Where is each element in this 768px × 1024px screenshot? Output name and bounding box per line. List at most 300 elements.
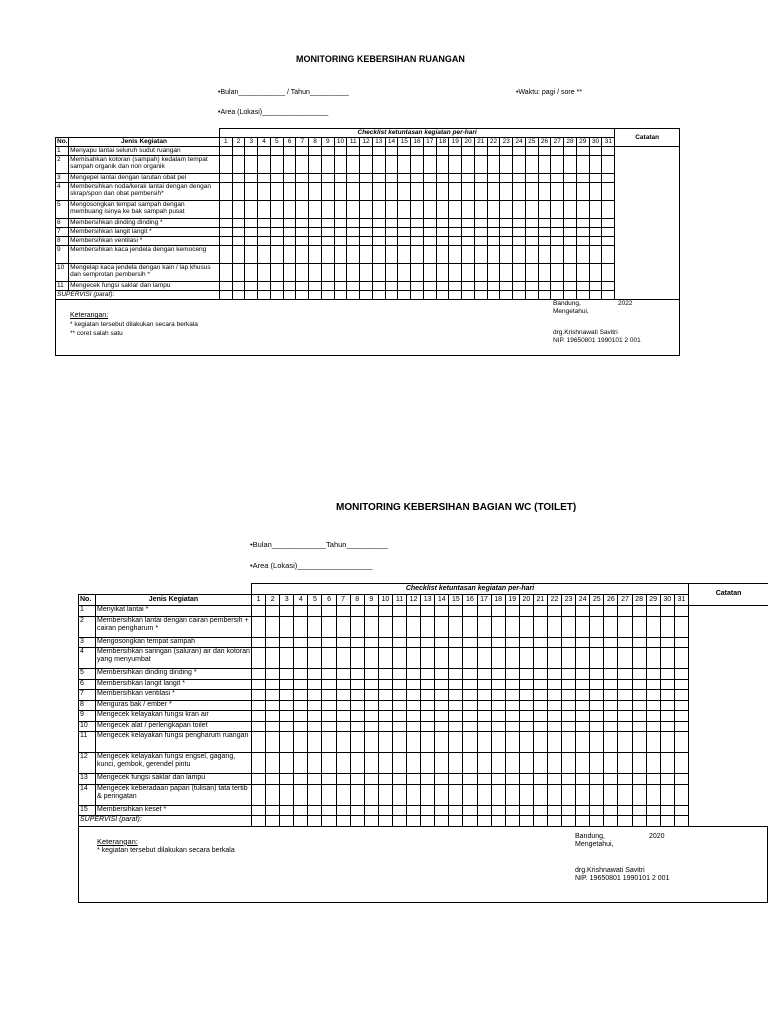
checklist-cell[interactable]	[487, 201, 500, 219]
checklist-cell[interactable]	[602, 264, 615, 282]
checklist-cell[interactable]	[378, 784, 392, 805]
checklist-cell[interactable]	[266, 700, 280, 711]
catatan-cell[interactable]	[615, 201, 680, 219]
checklist-cell[interactable]	[245, 147, 258, 156]
checklist-cell[interactable]	[500, 174, 513, 183]
checklist-cell[interactable]	[602, 237, 615, 246]
checklist-cell[interactable]	[463, 648, 477, 669]
checklist-cell[interactable]	[245, 201, 258, 219]
supervisi-cell[interactable]	[347, 291, 360, 300]
checklist-cell[interactable]	[491, 637, 505, 648]
checklist-cell[interactable]	[232, 201, 245, 219]
supervisi-cell[interactable]	[421, 816, 435, 827]
checklist-cell[interactable]	[334, 156, 347, 174]
checklist-cell[interactable]	[449, 616, 463, 637]
checklist-cell[interactable]	[632, 690, 646, 701]
checklist-cell[interactable]	[378, 721, 392, 732]
checklist-cell[interactable]	[336, 616, 350, 637]
checklist-cell[interactable]	[296, 147, 309, 156]
checklist-cell[interactable]	[258, 183, 271, 201]
checklist-cell[interactable]	[590, 648, 604, 669]
checklist-cell[interactable]	[618, 805, 632, 816]
checklist-cell[interactable]	[449, 183, 462, 201]
checklist-cell[interactable]	[660, 690, 674, 701]
checklist-cell[interactable]	[491, 648, 505, 669]
checklist-cell[interactable]	[562, 648, 576, 669]
checklist-cell[interactable]	[604, 690, 618, 701]
checklist-cell[interactable]	[283, 246, 296, 264]
checklist-cell[interactable]	[674, 606, 688, 617]
checklist-cell[interactable]	[294, 753, 308, 774]
checklist-cell[interactable]	[258, 282, 271, 291]
checklist-cell[interactable]	[646, 732, 660, 753]
checklist-cell[interactable]	[505, 690, 519, 701]
checklist-cell[interactable]	[294, 732, 308, 753]
checklist-cell[interactable]	[270, 282, 283, 291]
checklist-cell[interactable]	[449, 700, 463, 711]
checklist-cell[interactable]	[547, 690, 561, 701]
checklist-cell[interactable]	[296, 183, 309, 201]
checklist-cell[interactable]	[350, 669, 364, 680]
checklist-cell[interactable]	[336, 606, 350, 617]
checklist-cell[interactable]	[576, 237, 589, 246]
checklist-cell[interactable]	[309, 228, 322, 237]
checklist-cell[interactable]	[462, 228, 475, 237]
checklist-cell[interactable]	[232, 174, 245, 183]
checklist-cell[interactable]	[525, 174, 538, 183]
checklist-cell[interactable]	[322, 732, 336, 753]
checklist-cell[interactable]	[449, 669, 463, 680]
checklist-cell[interactable]	[232, 219, 245, 228]
checklist-cell[interactable]	[513, 147, 526, 156]
catatan-cell[interactable]	[615, 147, 680, 156]
checklist-cell[interactable]	[674, 721, 688, 732]
checklist-cell[interactable]	[513, 183, 526, 201]
checklist-cell[interactable]	[308, 721, 322, 732]
checklist-cell[interactable]	[525, 282, 538, 291]
checklist-cell[interactable]	[350, 606, 364, 617]
checklist-cell[interactable]	[436, 174, 449, 183]
checklist-cell[interactable]	[308, 606, 322, 617]
checklist-cell[interactable]	[660, 606, 674, 617]
catatan-cell[interactable]	[689, 616, 768, 637]
checklist-cell[interactable]	[646, 679, 660, 690]
checklist-cell[interactable]	[449, 606, 463, 617]
checklist-cell[interactable]	[296, 237, 309, 246]
checklist-cell[interactable]	[618, 700, 632, 711]
supervisi-cell[interactable]	[360, 291, 373, 300]
checklist-cell[interactable]	[562, 784, 576, 805]
checklist-cell[interactable]	[491, 679, 505, 690]
checklist-cell[interactable]	[477, 679, 491, 690]
checklist-cell[interactable]	[564, 147, 577, 156]
checklist-cell[interactable]	[252, 648, 266, 669]
checklist-cell[interactable]	[547, 721, 561, 732]
supervisi-cell[interactable]	[296, 291, 309, 300]
checklist-cell[interactable]	[392, 732, 406, 753]
checklist-cell[interactable]	[252, 711, 266, 722]
checklist-cell[interactable]	[449, 637, 463, 648]
checklist-cell[interactable]	[347, 246, 360, 264]
checklist-cell[interactable]	[576, 606, 590, 617]
checklist-cell[interactable]	[487, 147, 500, 156]
supervisi-cell[interactable]	[474, 291, 487, 300]
checklist-cell[interactable]	[487, 183, 500, 201]
checklist-cell[interactable]	[576, 228, 589, 237]
checklist-cell[interactable]	[266, 753, 280, 774]
checklist-cell[interactable]	[525, 201, 538, 219]
checklist-cell[interactable]	[392, 700, 406, 711]
checklist-cell[interactable]	[309, 183, 322, 201]
checklist-cell[interactable]	[334, 219, 347, 228]
checklist-cell[interactable]	[252, 700, 266, 711]
checklist-cell[interactable]	[308, 753, 322, 774]
checklist-cell[interactable]	[392, 679, 406, 690]
supervisi-cell[interactable]	[336, 816, 350, 827]
checklist-cell[interactable]	[378, 805, 392, 816]
checklist-cell[interactable]	[296, 219, 309, 228]
checklist-cell[interactable]	[258, 201, 271, 219]
checklist-cell[interactable]	[463, 805, 477, 816]
catatan-cell[interactable]	[615, 156, 680, 174]
checklist-cell[interactable]	[604, 711, 618, 722]
checklist-cell[interactable]	[283, 237, 296, 246]
checklist-cell[interactable]	[632, 774, 646, 785]
checklist-cell[interactable]	[449, 246, 462, 264]
checklist-cell[interactable]	[336, 700, 350, 711]
checklist-cell[interactable]	[407, 711, 421, 722]
checklist-cell[interactable]	[407, 690, 421, 701]
checklist-cell[interactable]	[547, 805, 561, 816]
checklist-cell[interactable]	[487, 246, 500, 264]
supervisi-cell[interactable]	[632, 816, 646, 827]
catatan-cell[interactable]	[615, 291, 680, 300]
checklist-cell[interactable]	[280, 637, 294, 648]
checklist-cell[interactable]	[392, 721, 406, 732]
checklist-cell[interactable]	[385, 174, 398, 183]
checklist-cell[interactable]	[463, 753, 477, 774]
checklist-cell[interactable]	[270, 147, 283, 156]
checklist-cell[interactable]	[283, 282, 296, 291]
checklist-cell[interactable]	[258, 237, 271, 246]
checklist-cell[interactable]	[505, 669, 519, 680]
checklist-cell[interactable]	[435, 732, 449, 753]
checklist-cell[interactable]	[474, 183, 487, 201]
supervisi-cell[interactable]	[258, 291, 271, 300]
checklist-cell[interactable]	[576, 679, 590, 690]
checklist-cell[interactable]	[505, 753, 519, 774]
checklist-cell[interactable]	[360, 174, 373, 183]
checklist-cell[interactable]	[411, 201, 424, 219]
checklist-cell[interactable]	[519, 648, 533, 669]
checklist-cell[interactable]	[462, 147, 475, 156]
checklist-cell[interactable]	[449, 219, 462, 228]
checklist-cell[interactable]	[547, 774, 561, 785]
checklist-cell[interactable]	[463, 721, 477, 732]
checklist-cell[interactable]	[385, 282, 398, 291]
checklist-cell[interactable]	[660, 732, 674, 753]
checklist-cell[interactable]	[398, 183, 411, 201]
checklist-cell[interactable]	[491, 606, 505, 617]
checklist-cell[interactable]	[280, 753, 294, 774]
checklist-cell[interactable]	[604, 648, 618, 669]
checklist-cell[interactable]	[423, 183, 436, 201]
checklist-cell[interactable]	[322, 690, 336, 701]
supervisi-cell[interactable]	[589, 291, 602, 300]
checklist-cell[interactable]	[280, 690, 294, 701]
checklist-cell[interactable]	[562, 679, 576, 690]
checklist-cell[interactable]	[477, 616, 491, 637]
checklist-cell[interactable]	[309, 156, 322, 174]
checklist-cell[interactable]	[219, 219, 232, 228]
checklist-cell[interactable]	[322, 606, 336, 617]
checklist-cell[interactable]	[219, 174, 232, 183]
checklist-cell[interactable]	[500, 201, 513, 219]
checklist-cell[interactable]	[533, 679, 547, 690]
checklist-cell[interactable]	[360, 228, 373, 237]
checklist-cell[interactable]	[602, 201, 615, 219]
checklist-cell[interactable]	[533, 784, 547, 805]
checklist-cell[interactable]	[547, 711, 561, 722]
checklist-cell[interactable]	[334, 246, 347, 264]
checklist-cell[interactable]	[576, 174, 589, 183]
checklist-cell[interactable]	[270, 228, 283, 237]
supervisi-cell[interactable]	[294, 816, 308, 827]
checklist-cell[interactable]	[347, 201, 360, 219]
checklist-cell[interactable]	[646, 700, 660, 711]
catatan-cell[interactable]	[689, 669, 768, 680]
checklist-cell[interactable]	[551, 228, 564, 237]
checklist-cell[interactable]	[407, 721, 421, 732]
checklist-cell[interactable]	[533, 606, 547, 617]
checklist-cell[interactable]	[477, 774, 491, 785]
checklist-cell[interactable]	[538, 174, 551, 183]
checklist-cell[interactable]	[487, 264, 500, 282]
catatan-cell[interactable]	[689, 711, 768, 722]
checklist-cell[interactable]	[646, 648, 660, 669]
checklist-cell[interactable]	[646, 753, 660, 774]
checklist-cell[interactable]	[474, 282, 487, 291]
checklist-cell[interactable]	[407, 774, 421, 785]
supervisi-cell[interactable]	[364, 816, 378, 827]
checklist-cell[interactable]	[519, 700, 533, 711]
checklist-cell[interactable]	[500, 264, 513, 282]
checklist-cell[interactable]	[477, 690, 491, 701]
checklist-cell[interactable]	[266, 732, 280, 753]
checklist-cell[interactable]	[576, 282, 589, 291]
checklist-cell[interactable]	[266, 679, 280, 690]
checklist-cell[interactable]	[436, 237, 449, 246]
checklist-cell[interactable]	[576, 201, 589, 219]
catatan-cell[interactable]	[615, 264, 680, 282]
checklist-cell[interactable]	[411, 174, 424, 183]
checklist-cell[interactable]	[449, 679, 463, 690]
checklist-cell[interactable]	[392, 774, 406, 785]
supervisi-cell[interactable]	[436, 291, 449, 300]
checklist-cell[interactable]	[576, 805, 590, 816]
checklist-cell[interactable]	[602, 228, 615, 237]
checklist-cell[interactable]	[618, 774, 632, 785]
checklist-cell[interactable]	[360, 237, 373, 246]
checklist-cell[interactable]	[576, 774, 590, 785]
checklist-cell[interactable]	[407, 637, 421, 648]
checklist-cell[interactable]	[378, 753, 392, 774]
checklist-cell[interactable]	[618, 648, 632, 669]
supervisi-cell[interactable]	[266, 816, 280, 827]
checklist-cell[interactable]	[308, 774, 322, 785]
checklist-cell[interactable]	[632, 721, 646, 732]
checklist-cell[interactable]	[421, 606, 435, 617]
checklist-cell[interactable]	[576, 711, 590, 722]
checklist-cell[interactable]	[296, 228, 309, 237]
checklist-cell[interactable]	[334, 201, 347, 219]
checklist-cell[interactable]	[463, 606, 477, 617]
checklist-cell[interactable]	[321, 264, 334, 282]
checklist-cell[interactable]	[385, 156, 398, 174]
checklist-cell[interactable]	[378, 774, 392, 785]
checklist-cell[interactable]	[604, 616, 618, 637]
checklist-cell[interactable]	[350, 637, 364, 648]
checklist-cell[interactable]	[505, 606, 519, 617]
checklist-cell[interactable]	[505, 805, 519, 816]
checklist-cell[interactable]	[525, 237, 538, 246]
checklist-cell[interactable]	[576, 147, 589, 156]
checklist-cell[interactable]	[407, 606, 421, 617]
checklist-cell[interactable]	[385, 246, 398, 264]
checklist-cell[interactable]	[322, 616, 336, 637]
checklist-cell[interactable]	[660, 711, 674, 722]
checklist-cell[interactable]	[449, 805, 463, 816]
checklist-cell[interactable]	[392, 711, 406, 722]
checklist-cell[interactable]	[505, 732, 519, 753]
checklist-cell[interactable]	[547, 606, 561, 617]
checklist-cell[interactable]	[392, 616, 406, 637]
supervisi-cell[interactable]	[378, 816, 392, 827]
checklist-cell[interactable]	[590, 606, 604, 617]
checklist-cell[interactable]	[232, 282, 245, 291]
supervisi-cell[interactable]	[322, 816, 336, 827]
checklist-cell[interactable]	[364, 732, 378, 753]
checklist-cell[interactable]	[618, 711, 632, 722]
catatan-cell[interactable]	[689, 753, 768, 774]
checklist-cell[interactable]	[602, 174, 615, 183]
checklist-cell[interactable]	[519, 805, 533, 816]
checklist-cell[interactable]	[350, 690, 364, 701]
supervisi-cell[interactable]	[500, 291, 513, 300]
checklist-cell[interactable]	[463, 679, 477, 690]
checklist-cell[interactable]	[505, 679, 519, 690]
checklist-cell[interactable]	[477, 648, 491, 669]
checklist-cell[interactable]	[322, 700, 336, 711]
checklist-cell[interactable]	[423, 147, 436, 156]
checklist-cell[interactable]	[477, 784, 491, 805]
checklist-cell[interactable]	[296, 174, 309, 183]
checklist-cell[interactable]	[449, 156, 462, 174]
checklist-cell[interactable]	[590, 753, 604, 774]
checklist-cell[interactable]	[421, 690, 435, 701]
checklist-cell[interactable]	[505, 648, 519, 669]
checklist-cell[interactable]	[547, 648, 561, 669]
checklist-cell[interactable]	[551, 246, 564, 264]
checklist-cell[interactable]	[547, 669, 561, 680]
checklist-cell[interactable]	[258, 264, 271, 282]
checklist-cell[interactable]	[576, 669, 590, 680]
checklist-cell[interactable]	[321, 246, 334, 264]
checklist-cell[interactable]	[519, 774, 533, 785]
checklist-cell[interactable]	[392, 606, 406, 617]
checklist-cell[interactable]	[252, 732, 266, 753]
checklist-cell[interactable]	[219, 228, 232, 237]
checklist-cell[interactable]	[551, 156, 564, 174]
checklist-cell[interactable]	[513, 246, 526, 264]
checklist-cell[interactable]	[309, 264, 322, 282]
checklist-cell[interactable]	[308, 648, 322, 669]
checklist-cell[interactable]	[321, 147, 334, 156]
checklist-cell[interactable]	[336, 805, 350, 816]
checklist-cell[interactable]	[347, 183, 360, 201]
checklist-cell[interactable]	[309, 282, 322, 291]
catatan-cell[interactable]	[689, 784, 768, 805]
checklist-cell[interactable]	[360, 246, 373, 264]
supervisi-cell[interactable]	[308, 816, 322, 827]
checklist-cell[interactable]	[321, 219, 334, 228]
checklist-cell[interactable]	[589, 228, 602, 237]
checklist-cell[interactable]	[562, 753, 576, 774]
checklist-cell[interactable]	[674, 690, 688, 701]
checklist-cell[interactable]	[308, 700, 322, 711]
checklist-cell[interactable]	[519, 690, 533, 701]
checklist-cell[interactable]	[407, 648, 421, 669]
checklist-cell[interactable]	[477, 700, 491, 711]
checklist-cell[interactable]	[551, 183, 564, 201]
checklist-cell[interactable]	[632, 784, 646, 805]
checklist-cell[interactable]	[660, 774, 674, 785]
checklist-cell[interactable]	[283, 174, 296, 183]
supervisi-cell[interactable]	[462, 291, 475, 300]
checklist-cell[interactable]	[547, 784, 561, 805]
checklist-cell[interactable]	[463, 784, 477, 805]
checklist-cell[interactable]	[336, 711, 350, 722]
checklist-cell[interactable]	[296, 264, 309, 282]
checklist-cell[interactable]	[294, 711, 308, 722]
checklist-cell[interactable]	[436, 228, 449, 237]
supervisi-cell[interactable]	[232, 291, 245, 300]
checklist-cell[interactable]	[294, 648, 308, 669]
checklist-cell[interactable]	[435, 690, 449, 701]
checklist-cell[interactable]	[364, 669, 378, 680]
checklist-cell[interactable]	[505, 616, 519, 637]
checklist-cell[interactable]	[646, 616, 660, 637]
checklist-cell[interactable]	[674, 711, 688, 722]
checklist-cell[interactable]	[421, 637, 435, 648]
checklist-cell[interactable]	[308, 690, 322, 701]
checklist-cell[interactable]	[378, 700, 392, 711]
checklist-cell[interactable]	[308, 711, 322, 722]
checklist-cell[interactable]	[435, 711, 449, 722]
checklist-cell[interactable]	[590, 700, 604, 711]
supervisi-cell[interactable]	[674, 816, 688, 827]
supervisi-cell[interactable]	[435, 816, 449, 827]
checklist-cell[interactable]	[219, 237, 232, 246]
checklist-cell[interactable]	[322, 753, 336, 774]
checklist-cell[interactable]	[296, 246, 309, 264]
checklist-cell[interactable]	[538, 264, 551, 282]
checklist-cell[interactable]	[411, 237, 424, 246]
checklist-cell[interactable]	[309, 246, 322, 264]
checklist-cell[interactable]	[660, 805, 674, 816]
checklist-cell[interactable]	[378, 606, 392, 617]
checklist-cell[interactable]	[435, 700, 449, 711]
